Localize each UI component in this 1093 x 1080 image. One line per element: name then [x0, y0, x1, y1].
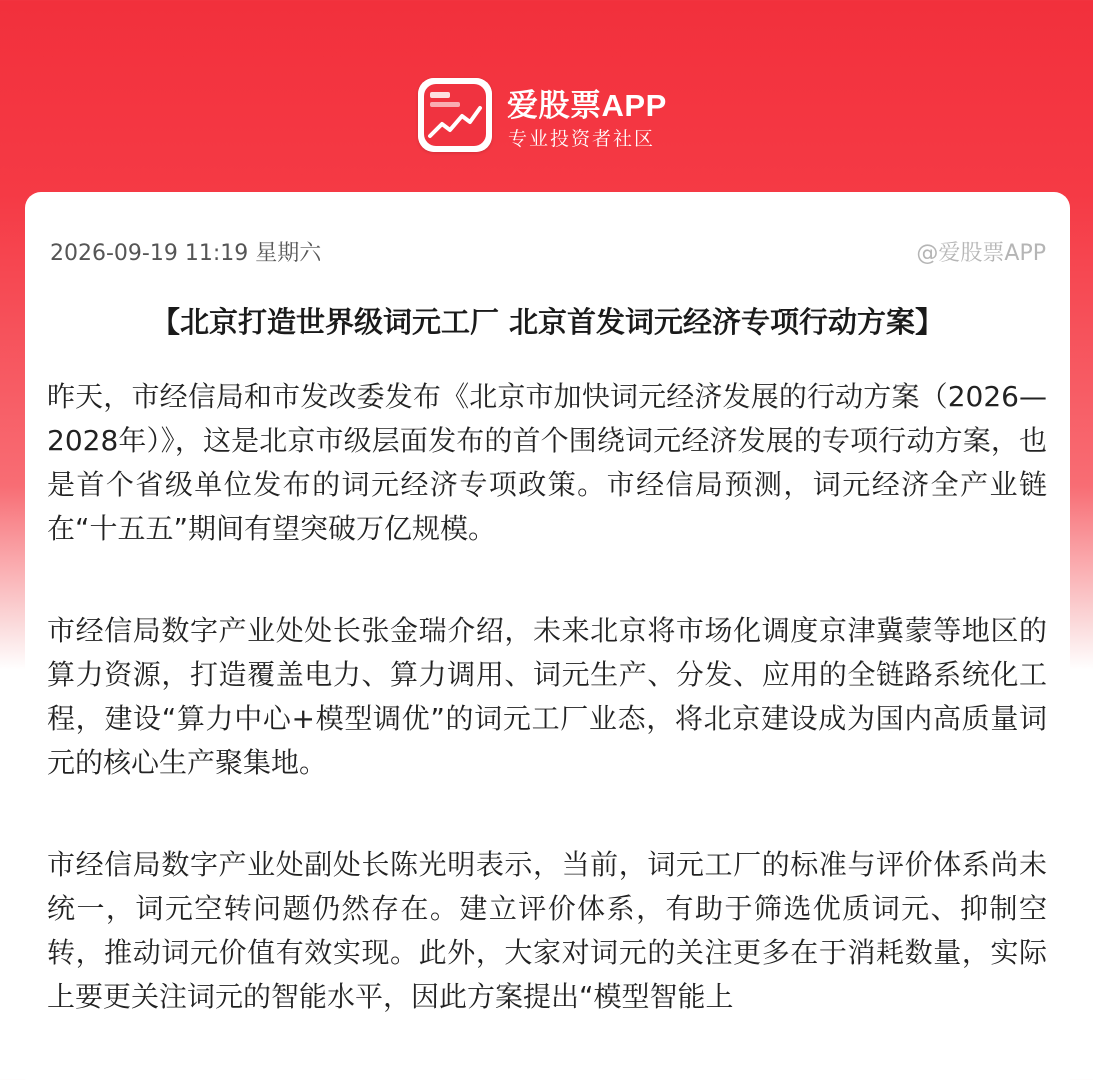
app-name: 爱股票APP — [507, 88, 667, 123]
article-paragraph: 市经信局数字产业处处长张金瑞介绍，未来北京将市场化调度京津冀蒙等地区的算力资源，打造覆盖电力、算力调用、词元生产、分发、应用的全链路系统化工程，建设“算力中心+模型调优”的词元工厂业态，将北京建设成为国内高质量词元的核心生产聚集地。 — [47, 614, 1047, 779]
article-datetime: 2026-09-19 11:19 星期六 — [50, 241, 322, 266]
article-paragraph: 市经信局数字产业处副处长陈光明表示，当前，词元工厂的标准与评价体系尚未统一，词元空转问题仍然存在。建立评价体系，有助于筛选优质词元、抑制空转，推动词元价值有效实现。此外，大家对词元的关注更多在于消耗数量，实际上要更关注词元的智能水平，因此方案提出“模型智能上 — [47, 848, 1047, 1013]
article-source: @爱股票APP — [916, 241, 1046, 266]
app-slogan: 专业投资者社区 — [508, 128, 656, 150]
article-body — [47, 375, 1047, 1077]
app-header — [0, 0, 1093, 190]
article-paragraph: 昨天，市经信局和市发改委发布《北京市加快词元经济发展的行动方案（2026—2028年）》，这是北京市级层面发布的首个围绕词元经济发展的专项行动方案，也是首个省级单位发布的词元经济专项政策。市经信局预测，词元经济全产业链在“十五五”期间有望突破万亿规模。 — [47, 380, 1047, 545]
app-logo-icon — [418, 78, 492, 152]
article-card — [25, 192, 1070, 1080]
article-title: 【北京打造世界级词元工厂 北京首发词元经济专项行动方案】 — [150, 305, 945, 339]
